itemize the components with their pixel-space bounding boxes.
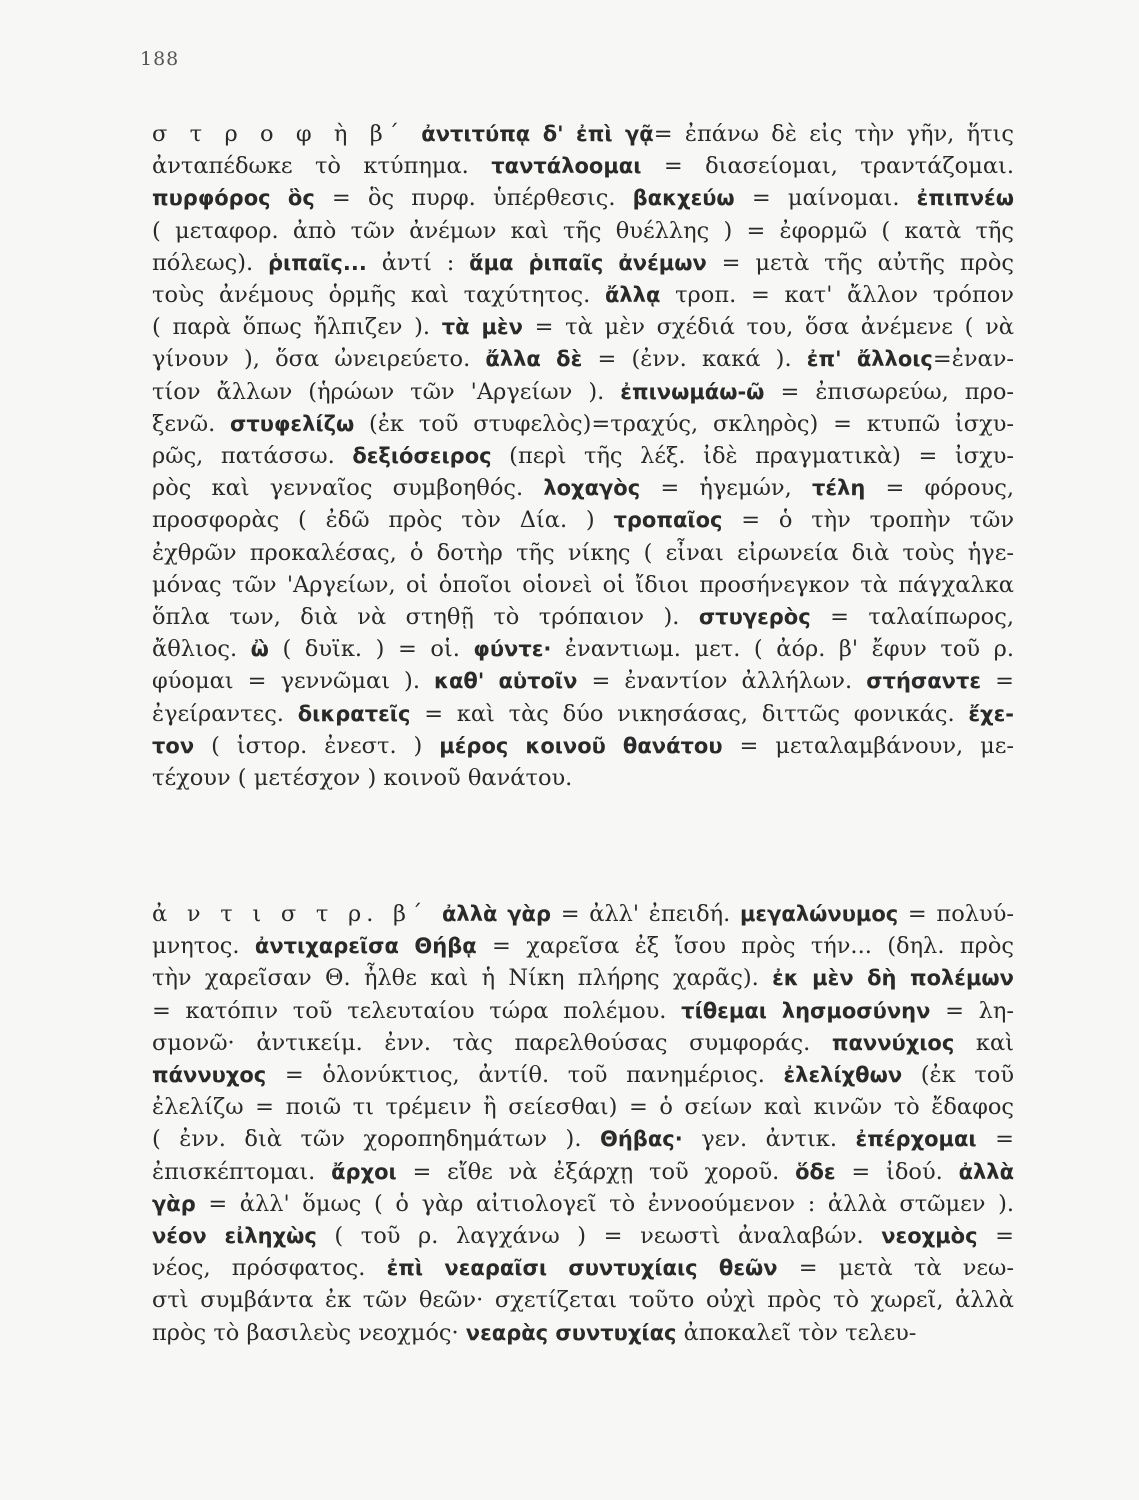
gloss-text: ρὸς καὶ γενναῖος συμβοηθός. [152, 475, 544, 502]
gloss-text: = ἐπισωρεύω, προ- [764, 378, 1014, 405]
text-line [152, 930, 1014, 962]
gloss-text: σμονῶ· ἀντικείμ. ἐνν. τὰς παρελθούσας συμφοράς. [152, 1029, 832, 1056]
lemma-term: μέρος κοινοῦ θανάτου [439, 733, 723, 758]
gloss-text: ἀνταπέδωκε τὸ κτύπημα. [152, 153, 492, 180]
gloss-text: = λη- [930, 997, 1014, 1024]
gloss-text: γίνουν ), ὅσα ὠνειρεύετο. [152, 346, 486, 373]
gloss-text: τροπ. = κατ' ἄλλον τρόπον [660, 282, 1014, 309]
lemma-term: ταντάλοομαι [491, 154, 642, 179]
gloss-text: = πολυύ- [898, 901, 1014, 927]
text-line [152, 504, 1014, 536]
lemma-term: ἄρχοι [331, 1159, 397, 1184]
text-line [152, 311, 1014, 343]
text-line [152, 1123, 1014, 1155]
lemma-term: ἐπιπνέω [916, 186, 1014, 211]
gloss-text: τίον ἄλλων (ἡρώων τῶν 'Αργείων ). [152, 378, 621, 405]
text-line [152, 215, 1014, 247]
text-line [152, 995, 1014, 1027]
gloss-text: ( δυϊκ. ) = οἱ. [268, 636, 474, 663]
gloss-text: προσφορὰς ( ἐδῶ πρὸς τὸν Δία. ) [152, 507, 614, 534]
gloss-text: ἐλελίζω = ποιῶ τι τρέμειν ἢ σείεσθαι) = ὁ σείων καὶ κινῶν τὸ ἔδαφος [152, 1094, 1014, 1121]
lemma-term: ἐλελίχθων [783, 1063, 903, 1088]
gloss-text: = μεταλαμβάνουν, με- [722, 732, 1014, 759]
gloss-text: = φόρους, [865, 475, 1014, 502]
gloss-text: ξενῶ. [152, 410, 231, 437]
text-line [152, 962, 1014, 994]
commentary-strophe-b [152, 118, 1014, 794]
gloss-text: ἀντί : [366, 249, 470, 276]
gloss-text: (ἐκ τοῦ στυφελὸς)=τραχύς, σκληρὸς) = κτυπῶ ἰσχυ- [354, 410, 1014, 437]
text-line [152, 343, 1014, 375]
text-line [152, 1317, 1014, 1349]
gloss-text: τὴν χαρεῖσαν Θ. ἦλθε καὶ ἡ Νίκη πλήρης χαρᾶς). [152, 965, 773, 992]
text-line [152, 898, 1014, 930]
gloss-text: = χαρεῖσα ἐξ ἴσου πρὸς τήν... (δηλ. πρὸς [476, 933, 1014, 960]
gloss-text: πόλεως). [152, 249, 268, 276]
text-line [152, 408, 1014, 440]
lemma-term: βακχεύω [632, 186, 735, 211]
lemma-term: τέλη [811, 476, 866, 501]
lemma-term: μεγαλώνυμος [739, 902, 899, 926]
gloss-text: (ἐκ τοῦ [902, 1062, 1014, 1089]
lemma-term: ἀντιχαρεῖσα Θήβᾳ [254, 934, 477, 959]
gloss-text: = εἴθε νὰ ἐξάρχῃ τοῦ χοροῦ. [396, 1158, 796, 1185]
gloss-text: ἐναντιωμ. μετ. ( ἀόρ. β' ἔφυν τοῦ ρ. [551, 636, 1014, 663]
gloss-text: = ἡγεμών, [640, 475, 812, 502]
lemma-term: πάννυχος [152, 1063, 267, 1088]
gloss-text: = μαίνομαι. [734, 185, 917, 212]
lemma-term: γὰρ [152, 1191, 196, 1216]
gloss-text: ( παρὰ ὅπως ἤλπιζεν ). [152, 314, 442, 341]
gloss-text: στὶ συμβάντα ἐκ τῶν θεῶν· σχετίζεται τοῦτο οὐχὶ πρὸς τὸ χωρεῖ, ἀλλὰ [152, 1287, 1014, 1314]
gloss-text: = ἐπάνω δὲ εἰς τὴν γῆν, ἥτις [653, 121, 1014, 147]
text-line [152, 1188, 1014, 1220]
gloss-text: ἄθλιος. [152, 636, 251, 663]
gloss-text: = καὶ τὰς δύο νικησάσας, διττῶς φονικάς. [410, 700, 969, 727]
lemma-term: ἐπὶ νεαραῖσι συντυχίαις θεῶν [386, 1256, 778, 1281]
lemma-term: τίθεμαι λησμοσύνην [681, 998, 931, 1023]
gloss-text: τοὺς ἀνέμους ὁρμῆς καὶ ταχύτητος. [152, 282, 605, 309]
lemma-term: παννύχιος [831, 1030, 955, 1055]
gloss-text: = ἀλλ' ὅμως ( ὁ γὰρ αἰτιολογεῖ τὸ ἐννοούμενον : ἀλλὰ στῶμεν ). [195, 1190, 1014, 1217]
gloss-text: = ἀλλ' ἐπειδή. [551, 901, 740, 927]
gloss-text: νέος, πρόσφατος. [152, 1255, 387, 1282]
gloss-text: = ταλαίπωρος, [810, 604, 1014, 631]
text-line [152, 1027, 1014, 1059]
text-line [152, 1220, 1014, 1252]
text-line [152, 537, 1014, 569]
lemma-term: νεοχμὸς [881, 1224, 978, 1249]
lemma-term: καθ' αὑτοῖν [434, 669, 578, 694]
lemma-term: ἔχε- [968, 701, 1014, 726]
lemma-term: ὅδε [795, 1159, 836, 1184]
lemma-term: νέον εἰληχὼς [152, 1224, 317, 1249]
gloss-text: καὶ [954, 1029, 1014, 1056]
text-line [152, 182, 1014, 214]
lemma-term: ἐπ' ἄλλοις [806, 347, 933, 372]
text-line [152, 118, 1014, 150]
lemma-term: πυρφόρος ὃς [152, 186, 315, 211]
gloss-text: = ἐναντίον ἀλλήλων. [577, 668, 867, 695]
gloss-text: ρῶς, πατάσσω. [152, 443, 353, 470]
lemma-term: ῥιπαῖς... [268, 250, 367, 275]
gloss-text: ἀποκαλεῖ τὸν τελευ- [676, 1319, 917, 1346]
lemma-term: λοχαγὸς [543, 476, 641, 501]
gloss-text: = κατόπιν τοῦ τελευταίου τώρα πολέμου. [152, 997, 682, 1024]
gloss-text: =ἐναν- [932, 346, 1014, 373]
text-line [152, 665, 1014, 697]
gloss-text: ( ἐνν. διὰ τῶν χοροπηδημάτων ). [152, 1126, 600, 1153]
lemma-term: ἅμα ῥιπαῖς ἀνέμων [469, 250, 707, 275]
gloss-text: ὅπλα των, διὰ νὰ στηθῇ τὸ τρόπαιον ). [152, 604, 699, 631]
gloss-text: = (ἐνν. κακά ). [582, 346, 807, 373]
text-line [152, 569, 1014, 601]
gloss-text: = μετὰ τῆς αὐτῆς πρὸς [706, 249, 1014, 276]
gloss-text: σ τ ρ ο φ ὴ β΄ [152, 121, 422, 147]
gloss-text: = ὁλονύκτιος, ἀντίθ. τοῦ πανημέριος. [266, 1062, 784, 1089]
lemma-term: ἀλλὰ [958, 1159, 1014, 1184]
text-line [152, 601, 1014, 633]
gloss-text: = διασείομαι, τραντάζομαι. [641, 153, 1014, 180]
gloss-text: ἐγείραντες. [152, 700, 298, 727]
gloss-text: = ἰδού. [835, 1158, 959, 1185]
gloss-text: = μετὰ τὰ νεω- [777, 1255, 1014, 1282]
text-line [152, 1059, 1014, 1091]
text-line [152, 698, 1014, 730]
gloss-text: = τὰ μὲν σχέδιά του, ὅσα ἀνέμενε ( νὰ [522, 314, 1014, 341]
text-line [152, 376, 1014, 408]
gloss-text: μόνας τῶν 'Αργείων, οἱ ὁποῖοι οἱονεὶ οἱ ἴδιοι προσήνεγκον τὰ πάγχαλκα [152, 571, 1014, 598]
gloss-text: ( τοῦ ρ. λαγχάνω ) = νεωστὶ ἀναλαβών. [316, 1223, 882, 1250]
gloss-text: = [981, 668, 1014, 695]
gloss-text: ( ἱστορ. ἐνεστ. ) [194, 732, 440, 759]
text-line [152, 279, 1014, 311]
lemma-term: ἐπέρχομαι [855, 1127, 977, 1152]
lemma-term: τροπαῖος [613, 508, 723, 533]
text-line [152, 150, 1014, 182]
lemma-term: ἐπινωμάω-ῶ [620, 379, 765, 404]
gloss-text: = ὃς πυρφ. ὑπέρθεσις. [314, 185, 633, 212]
gloss-text: γεν. ἀντικ. [682, 1126, 856, 1153]
gloss-text: = ὁ τὴν τροπὴν τῶν [722, 507, 1014, 534]
gloss-text: τέχουν ( μετέσχον ) κοινοῦ θανάτου. [152, 765, 573, 792]
text-line [152, 1091, 1014, 1123]
lemma-term: στυγερὸς [698, 605, 811, 630]
lemma-term: ἄλλᾳ [604, 283, 661, 308]
text-line [152, 762, 1014, 794]
gloss-text: (περὶ τῆς λέξ. ἰδὲ πραγματικὰ) = ἰσχυ- [491, 443, 1014, 470]
gloss-text: = [976, 1126, 1014, 1153]
text-line [152, 730, 1014, 762]
text-line [152, 1252, 1014, 1284]
lemma-term: στυφελίζω [230, 411, 355, 436]
gloss-text: ἐπισκέπτομαι. [152, 1158, 332, 1185]
lemma-term: στήσαντε [866, 669, 982, 694]
commentary-antistrophe-b [152, 898, 1014, 1349]
lemma-term: ἐκ μὲν δὴ πολέμων [772, 966, 1014, 991]
gloss-text: = [977, 1223, 1014, 1250]
lemma-term: Θήβας· [600, 1127, 683, 1152]
page-number: 188 [140, 48, 180, 70]
text-line [152, 247, 1014, 279]
lemma-term: ἀλλὰ γὰρ [441, 902, 552, 926]
lemma-term: φύντε· [473, 637, 552, 662]
text-line [152, 440, 1014, 472]
lemma-term: τὰ μὲν [441, 315, 523, 340]
gloss-text: ἐχθρῶν προκαλέσας, ὁ δοτὴρ τῆς νίκης ( εἶναι εἰρωνεία διὰ τοὺς ἡγε- [152, 539, 1014, 566]
text-line [152, 633, 1014, 665]
text-line [152, 472, 1014, 504]
gloss-text: ( μεταφορ. ἀπὸ τῶν ἀνέμων καὶ τῆς θυέλλης ) = ἐφορμῶ ( κατὰ τῆς [152, 217, 1014, 244]
lemma-term: ὢ [250, 637, 269, 662]
gloss-text: πρὸς τὸ βασιλεὺς νεοχμός· [152, 1319, 466, 1346]
gloss-text: ἀ ν τ ι σ τ ρ. β΄ [152, 901, 442, 927]
lemma-term: ἀντιτύπᾳ δ' ἐπὶ γᾷ [421, 122, 654, 146]
lemma-term: δικρατεῖς [297, 701, 411, 726]
gloss-text: φύομαι = γεννῶμαι ). [152, 668, 435, 695]
lemma-term: νεαρὰς συντυχίας [465, 1320, 677, 1345]
text-line [152, 1284, 1014, 1316]
lemma-term: δεξιόσειρος [352, 444, 492, 469]
lemma-term: ἄλλα δὲ [485, 347, 583, 372]
text-line [152, 1156, 1014, 1188]
lemma-term: τον [152, 733, 195, 758]
gloss-text: μνητος. [152, 933, 255, 960]
